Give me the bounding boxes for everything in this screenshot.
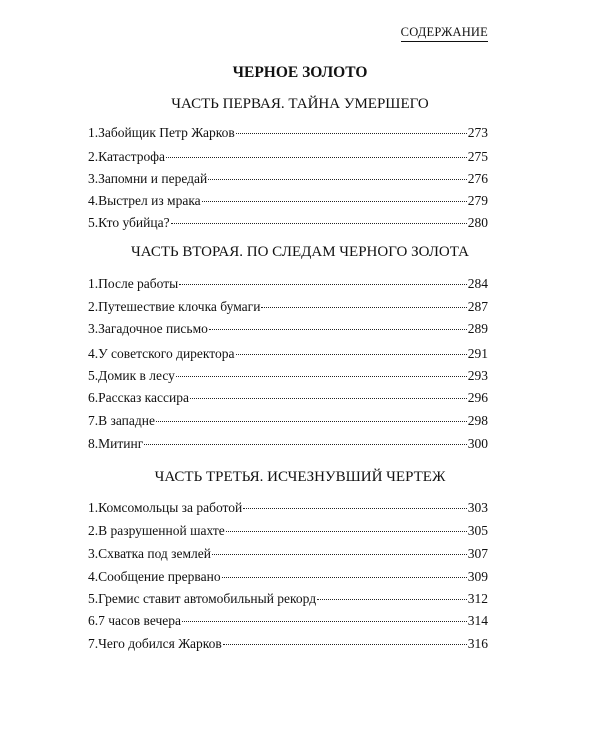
entry-page: 305 (467, 523, 488, 538)
toc-entry-3-5[interactable] (88, 590, 488, 608)
entry-title: Комсомольцы за работой (98, 500, 243, 515)
entry-number: 5. (88, 591, 99, 606)
part-2-title: ЧАСТЬ ВТОРАЯ. ПО СЛЕДАМ ЧЕРНОГО ЗОЛОТА (131, 244, 469, 260)
entry-number: 3. (88, 321, 99, 336)
part-3-title: ЧАСТЬ ТРЕТЬЯ. ИСЧЕЗНУВШИЙ ЧЕРТЕЖ (154, 469, 446, 485)
entry-title: Путешествие клочка бумаги (98, 299, 261, 314)
entry-number: 3. (88, 546, 99, 561)
leader-dots (176, 376, 467, 377)
entry-title: После работы (98, 276, 179, 291)
toc-entry-2-8[interactable] (88, 435, 488, 453)
leader-dots (182, 621, 467, 622)
leader-dots (190, 398, 467, 399)
leader-dots (223, 644, 467, 645)
entry-title: Чего добился Жарков (98, 636, 222, 651)
toc-entry-3-6[interactable] (88, 612, 488, 630)
entry-number: 8. (88, 436, 99, 451)
entry-number: 2. (88, 149, 99, 164)
toc-entry-2-1[interactable] (88, 275, 488, 293)
toc-entry-2-4[interactable] (88, 345, 488, 363)
entry-page: 316 (467, 636, 488, 651)
entry-page: 303 (467, 500, 488, 515)
entry-page: 293 (467, 368, 488, 383)
entry-number: 1. (88, 500, 99, 515)
entry-number: 4. (88, 569, 99, 584)
entry-number: 4. (88, 193, 99, 208)
entry-page: 280 (467, 215, 488, 230)
entry-title: Сообщение прервано (98, 569, 221, 584)
leader-dots (209, 329, 467, 330)
entry-title: В западне (98, 413, 155, 428)
leader-dots (144, 444, 467, 445)
entry-title: Забойщик Петр Жарков (98, 125, 235, 140)
leader-dots (236, 133, 467, 134)
leader-dots (236, 354, 467, 355)
leader-dots (202, 201, 467, 202)
entry-page: 287 (467, 299, 488, 314)
entry-page: 314 (467, 613, 488, 628)
entry-title: Митинг (98, 436, 144, 451)
entry-page: 309 (467, 569, 488, 584)
toc-entry-3-4[interactable] (88, 568, 488, 586)
entry-title: Загадочное письмо (98, 321, 208, 336)
entry-title: Катастрофа (98, 149, 165, 164)
entry-title: Схватка под землей (98, 546, 211, 561)
entry-page: 296 (467, 390, 488, 405)
leader-dots (212, 554, 467, 555)
toc-entry-3-1[interactable] (88, 499, 488, 517)
leader-dots (208, 179, 466, 180)
leader-dots (222, 577, 467, 578)
entry-title: Выстрел из мрака (98, 193, 201, 208)
toc-entry-2-3[interactable] (88, 320, 488, 338)
toc-entry-2-6[interactable] (88, 389, 488, 407)
entry-page: 284 (467, 276, 488, 291)
entry-page: 291 (467, 346, 488, 361)
entry-number: 2. (88, 299, 99, 314)
toc-entry-1-3[interactable] (88, 170, 488, 188)
entry-title: В разрушенной шахте (98, 523, 225, 538)
entry-title: Рассказ кассира (98, 390, 189, 405)
entry-number: 7. (88, 636, 99, 651)
part-1-title: ЧАСТЬ ПЕРВАЯ. ТАЙНА УМЕРШЕГО (171, 96, 429, 112)
entry-number: 5. (88, 368, 99, 383)
leader-dots (156, 421, 467, 422)
toc-entry-3-7[interactable] (88, 635, 488, 653)
leader-dots (171, 223, 467, 224)
entry-page: 307 (467, 546, 488, 561)
book-title: ЧЕРНОЕ ЗОЛОТО (232, 64, 368, 81)
leader-dots (226, 531, 467, 532)
toc-entry-1-1[interactable] (88, 124, 488, 142)
entry-number: 5. (88, 215, 99, 230)
entry-page: 275 (467, 149, 488, 164)
toc-entry-2-2[interactable] (88, 298, 488, 316)
entry-page: 279 (467, 193, 488, 208)
toc-entry-1-5[interactable] (88, 214, 488, 232)
entry-title: Гремис ставит автомобильный рекорд (98, 591, 317, 606)
leader-dots (317, 599, 467, 600)
toc-entry-3-3[interactable] (88, 545, 488, 563)
leader-dots (179, 284, 467, 285)
entry-number: 1. (88, 276, 99, 291)
leader-dots (166, 157, 467, 158)
entry-number: 2. (88, 523, 99, 538)
entry-page: 276 (467, 171, 488, 186)
entry-number: 6. (88, 390, 99, 405)
entry-title: Домик в лесу (98, 368, 175, 383)
toc-entry-2-5[interactable] (88, 367, 488, 385)
entry-page: 298 (467, 413, 488, 428)
entry-page: 273 (467, 125, 488, 140)
entry-page: 289 (467, 321, 488, 336)
toc-entry-1-4[interactable] (88, 192, 488, 210)
toc-entry-1-2[interactable] (88, 148, 488, 166)
entry-number: 6. (88, 613, 99, 628)
running-header: СОДЕРЖАНИЕ (401, 25, 488, 42)
entry-number: 1. (88, 125, 99, 140)
entry-title: У советского директора (98, 346, 235, 361)
entry-page: 312 (467, 591, 488, 606)
entry-title: Запомни и передай (98, 171, 208, 186)
entry-number: 3. (88, 171, 99, 186)
entry-title: 7 часов вечера (98, 613, 181, 628)
entry-number: 4. (88, 346, 99, 361)
leader-dots (243, 508, 467, 509)
toc-entry-2-7[interactable] (88, 412, 488, 430)
entry-number: 7. (88, 413, 99, 428)
entry-title: Кто убийца? (98, 215, 170, 230)
toc-entry-3-2[interactable] (88, 522, 488, 540)
leader-dots (261, 307, 466, 308)
entry-page: 300 (467, 436, 488, 451)
